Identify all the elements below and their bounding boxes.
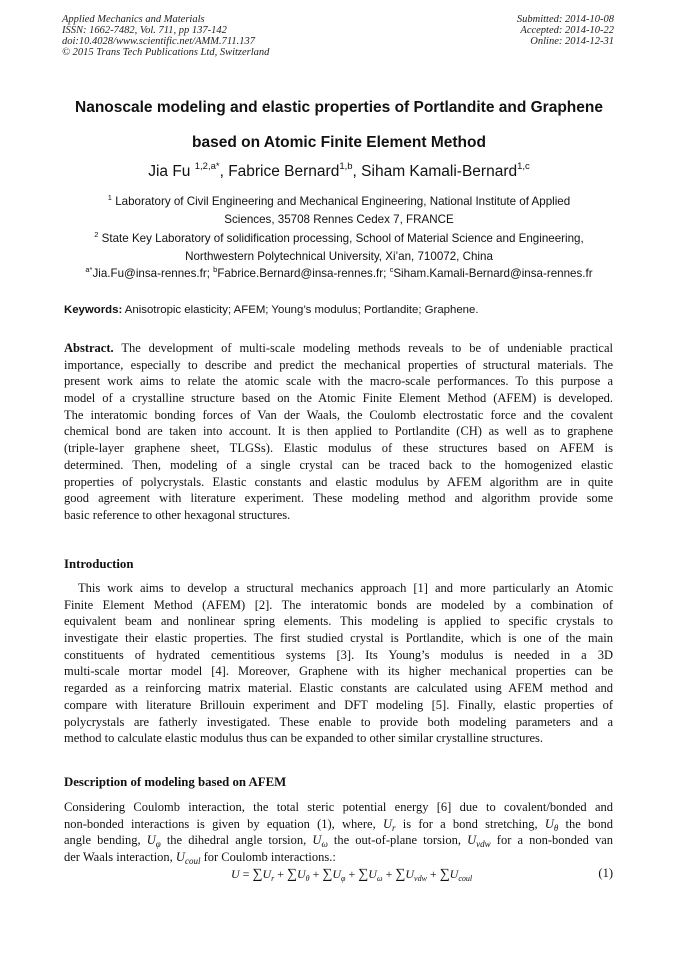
section-heading-introduction: Introduction [64,557,134,571]
abstract-line: present work aims to relate the atomic scale with the macro-scale performances. To this purpose a [64,374,613,389]
introduction-line: regarded as a reinforcing matrix material. Elastic constants are calculated using AFEM method and [64,681,613,696]
affiliation-mark: 1 [107,193,112,202]
affiliation-line: State Key Laboratory of solidification processing, School of Material Science and Engineering, [101,232,584,245]
abstract-line: model of a crystalline structure based on the Atomic Finite Element Method (AFEM) is developed. [64,391,613,406]
author-list: Jia Fu $^{1,2,a*}$, Fabrice Bernard$^{1,b}$, Siham Kamali-Bernard$^{1,c}$ [148,161,530,180]
abstract-line: The interatomic bonding forces of Van der Waals, the Coulomb electrostatic force and the covalent [64,407,613,422]
introduction-line: This work aims to develop a structural mechanics approach [1] and more particularly an Atomic [78,581,613,595]
description-line: angle bending, $U_\varphi$ the dihedral angle torsion, $U_\omega$ the out-of-plane torsion, $U_{vdw}$ for a non-bonded van [64,833,613,850]
introduction-line: constituents of hydrated cementitious systems [3]. Its Young’s modulus is needed in a 3D [64,647,613,662]
paper-title [40,90,638,160]
author-name: Jia Fu [148,163,191,180]
abstract-label: Abstract. [64,341,114,355]
equation-number: (1) [598,866,613,880]
introduction-line: compare with literature Brillouin experiment and DFT modeling [5]. Finally, elastic properties of [64,697,613,712]
abstract-line: (triple-layer graphene sheet, TLGSs). Elastic modulus of these structures based on AFEM is [64,441,613,456]
abstract-line: importance, especially to describe and predict the mechanical properties of structural materials. The [64,357,613,372]
email-link[interactable]: Fabrice.Bernard@insa-rennes.fr; [217,267,387,280]
introduction-line: equivalent beam and nonlinear spring elements. This modeling is applied to specific crystals to [64,614,613,629]
affiliation-line: Northwestern Polytechnical University, Xi’an, 710072, China [185,250,493,263]
email-mark: c [389,265,394,274]
issn-line: ISSN: 1662-7482, Vol. 711, pp 137-142 [62,25,227,36]
abstract-line: determined. Then, modeling of a single crystal can be traced back to the homogenized elastic [64,457,613,472]
abstract-line: The development of multi-scale modeling methods reveals to be of undeniable practical [121,341,613,355]
email-mark: b [213,265,218,274]
affiliation-2 [40,230,638,266]
title-line-1: Nanoscale modeling and elastic properties of Portlandite and Graphene [75,99,603,116]
title-line-2: based on Atomic Finite Element Method [192,134,486,151]
author-name: Siham Kamali-Bernard [361,163,518,180]
introduction-line: Finite Element Method (AFEM) [2]. The interatomic bonds are modeled by a combination of [64,597,613,612]
description-line: Considering Coulomb interaction, the total steric potential energy [6] due to covalent/bonded and [64,800,613,814]
abstract-line: good agreement with literature experiment. These modeling method and algorithm provide some [64,491,613,506]
affiliation-mark: 2 [94,230,99,239]
description-line: der Waals interaction, $U_{coul}$ for Coulomb interactions.: [64,850,336,867]
online-date: Online: 2014-12-31 [530,36,614,47]
email-link[interactable]: Jia.Fu@insa-rennes.fr; [92,267,210,280]
doi-line: doi:10.4028/www.scientific.net/AMM.711.137 [62,36,255,47]
author-affiliation-mark: 1,2,a* [194,161,220,172]
affiliation-line: Sciences, 35708 Rennes Cedex 7, FRANCE [224,213,454,226]
author-emails [40,265,638,283]
abstract [64,340,613,524]
introduction-paragraph [64,580,613,747]
equation-1: $U = \sum U_r + \sum U_\theta + \sum U_\varphi + \sum U_\omega + \sum U_{vdw} + \sum U_{coul}$ [231,867,473,883]
section-heading-description: Description of modeling based on AFEM [64,775,287,789]
submitted-date: Submitted: 2014-10-08 [516,14,614,25]
keywords [64,302,479,318]
journal-name: Applied Mechanics and Materials [62,14,205,25]
description-paragraph [64,799,613,866]
author-affiliation-mark: 1,c [517,161,530,172]
copyright-line: © 2015 Trans Tech Publications Ltd, Switzerland [62,47,270,58]
introduction-line: investigate their elastic properties. The first studied crystal is Portlandite, which is one of the main [64,631,613,646]
journal-header-right [517,14,614,47]
accepted-date: Accepted: 2014-10-22 [520,25,614,36]
introduction-line: method to calculate elastic modulus thus can be expanded to other similar crystalline structures. [64,731,544,746]
affiliation-line: Laboratory of Civil Engineering and Mechanical Engineering, National Institute of Applied [115,195,571,208]
email-link[interactable]: Siham.Kamali-Bernard@insa-rennes.fr [393,267,593,280]
author-affiliation-mark: 1,b [339,161,353,172]
abstract-line: chemical bond are taken into account. It is then applied to Portlandite (CH) as well as to graphene [64,424,613,439]
introduction-line: multi-scale mortar model [4]. Moreover, Graphene with its higher mechanical properties can be [64,664,613,679]
email-mark: a* [85,265,93,274]
affiliation-1 [40,193,638,229]
introduction-line: polycrystals are fatherly investigated. These enable to provide both modeling parameters and a [64,714,613,729]
keywords-label: Keywords: [64,304,123,316]
description-line: non-bonded interactions is given by equation (1), where, $U_r$ is for a bond stretching, $U_\theta$ the bond [64,816,614,833]
journal-header-left [62,14,269,58]
keywords-text: Anisotropic elasticity; AFEM; Young’s modulus; Portlandite; Graphene. [124,304,479,316]
author-name: Fabrice Bernard [228,163,340,180]
abstract-line: properties of polycrystals. Elastic constants and elastic modulus by AFEM algorithm are in quite [64,474,613,489]
abstract-line: basic reference to other hexagonal structures. [64,507,291,522]
